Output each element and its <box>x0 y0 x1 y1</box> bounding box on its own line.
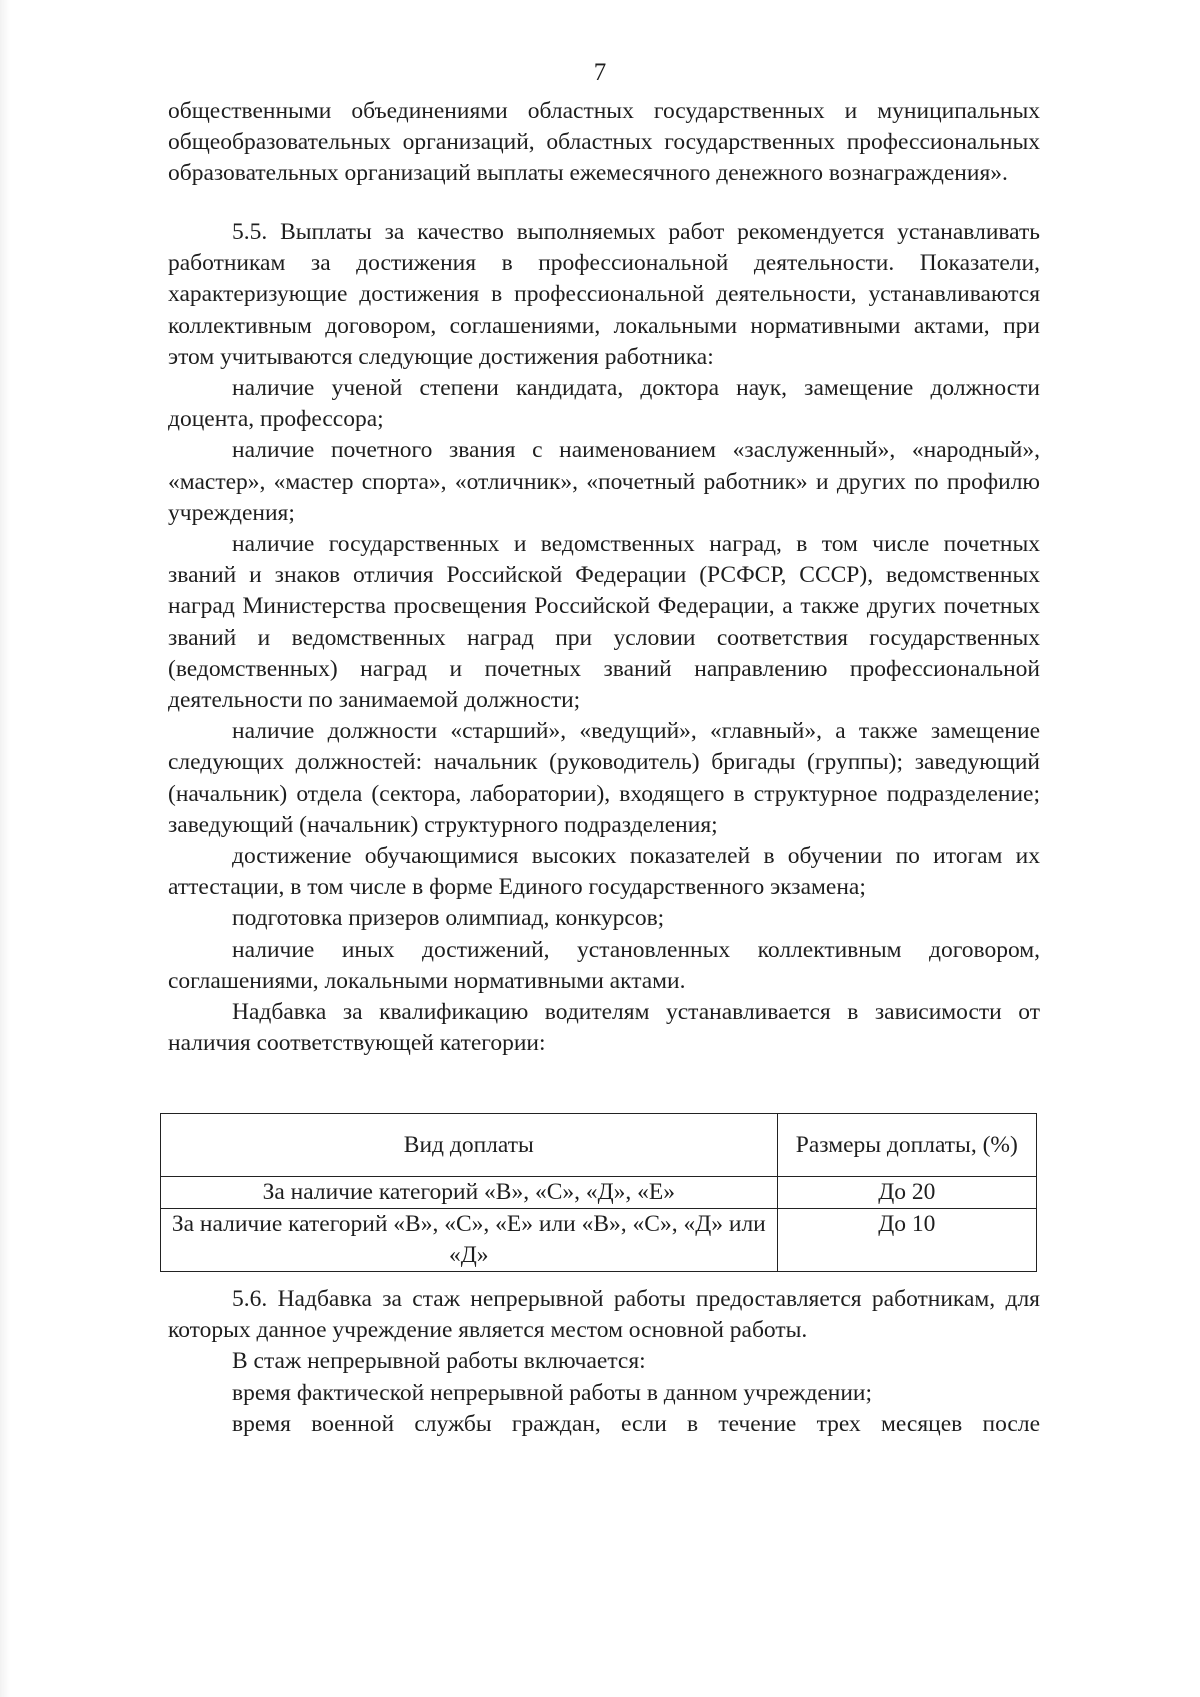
qualification-note: Надбавка за квалификацию водителям устанавливается в зависимости от наличия соответствующей категории: <box>168 999 1040 1057</box>
continued-paragraph-block <box>168 96 1040 190</box>
page-number: 7 <box>593 59 607 86</box>
section-5-6 <box>168 1284 1040 1440</box>
section-5-6-intro: 5.6. Надбавка за стаж непрерывной работы предоставляется работникам, для которых данное учреждение является местом основной работы. <box>168 1286 1040 1344</box>
table-row <box>161 1177 1037 1209</box>
table-header-row <box>161 1114 1037 1177</box>
table-cell-amount: До 20 <box>777 1177 1036 1209</box>
section-5-6-includes-label: В стаж непрерывной работы включается: <box>232 1348 646 1375</box>
scan-shadow <box>0 0 10 1697</box>
achievement-item: достижение обучающимися высоких показателей в обучении по итогам их аттестации, в том числе в форме Единого государственного экзамена; <box>168 843 1040 901</box>
table-cell-type: За наличие категорий «В», «С», «Е» или «В», «С», «Д» или «Д» <box>161 1209 778 1272</box>
achievement-item: наличие государственных и ведомственных наград, в том числе почетных званий и знаков отличия Российской Федерации (РСФСР, СССР), ведомственных наград Министерства просвещения Российской Федерации, а также других почетных званий и ведомственных наград при условии соответствия государственных (ведомственных) наград и почетных званий направлению профессиональной деятельности по занимаемой должности; <box>168 531 1040 714</box>
section-5-5-intro: 5.5. Выплаты за качество выполняемых работ рекомендуется устанавливать работникам за достижения в профессиональной деятельности. Показатели, характеризующие достижения в профессиональной деятельности, устанавливаются коллективным договором, соглашениями, локальными нормативными актами, при этом учитываются следующие достижения работника: <box>168 219 1040 370</box>
table-cell-type: За наличие категорий «В», «С», «Д», «Е» <box>161 1177 778 1209</box>
driver-qualification-table <box>160 1113 1037 1272</box>
table-header-amount: Размеры доплаты, (%) <box>777 1114 1036 1177</box>
table-row <box>161 1209 1037 1272</box>
achievement-item: наличие должности «старший», «ведущий», «главный», а также замещение следующих должностей: начальник (руководитель) бригады (группы); заведующий (начальник) отдела (сектора, лаборатории), входящего в структурное подразделение; заведующий (начальник) структурного подразделения; <box>168 718 1040 838</box>
section-5-5 <box>168 217 1040 1059</box>
table-header-type: Вид доплаты <box>161 1114 778 1177</box>
service-item: время военной службы граждан, если в течение трех месяцев после <box>232 1410 1040 1437</box>
continued-paragraph: общественными объединениями областных государственных и муниципальных общеобразовательных организаций, областных государственных профессиональных образовательных организаций выплаты ежемесячного денежного вознаграждения». <box>168 98 1040 187</box>
achievement-item: наличие иных достижений, установленных коллективным договором, соглашениями, локальными нормативными актами. <box>168 936 1040 994</box>
achievement-item: наличие почетного звания с наименованием «заслуженный», «народный», «мастер», «мастер спорта», «отличник», «почетный работник» и других по профилю учреждения; <box>168 437 1040 526</box>
service-item: время фактической непрерывной работы в данном учреждении; <box>232 1379 873 1406</box>
achievement-item: подготовка призеров олимпиад, конкурсов; <box>232 905 665 932</box>
achievement-item: наличие ученой степени кандидата, доктора наук, замещение должности доцента, профессора; <box>168 375 1040 433</box>
table-cell-amount: До 10 <box>777 1209 1036 1272</box>
